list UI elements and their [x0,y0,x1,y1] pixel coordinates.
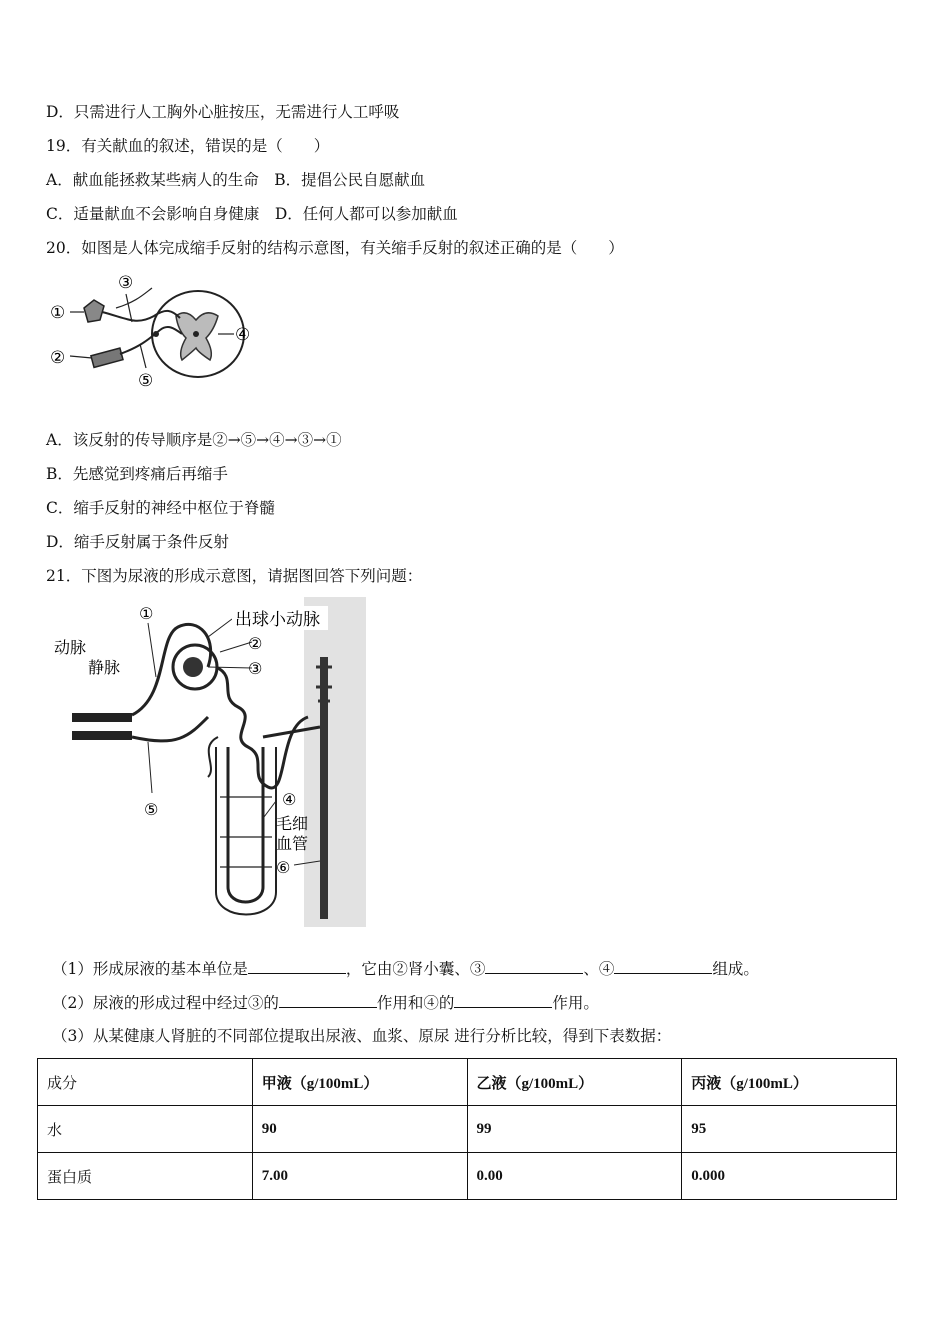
vein-label: 静脉 [88,658,121,677]
q21-part2: （2）尿液的形成过程中经过③的 作用和④的 作用。 [52,994,599,1012]
table-cell: 蛋白质 [38,1153,253,1200]
table-cell: 95 [682,1106,897,1153]
collecting-duct [320,657,328,919]
composition-table [37,1058,897,1200]
capillary-label-line2: 血管 [276,834,309,853]
blank-2-1[interactable] [279,992,377,1008]
q20-option-b: B．先感觉到疼痛后再缩手 [46,465,228,483]
q19-stem: 19．有关献血的叙述，错误的是（ ） [46,137,330,155]
table-header-cell: 乙液（g/100mL） [467,1059,682,1106]
reflex-label-4: ④ [235,325,251,345]
q21-stem: 21．下图为尿液的形成示意图，请据图回答下列问题： [46,567,423,585]
table-header-cell: 成分 [38,1059,253,1106]
glomerulus [183,657,203,677]
table-row [38,1106,897,1153]
blank-1-2[interactable] [485,958,583,974]
q18-option-d: D．只需进行人工胸外心脏按压，无需进行人工呼吸 [46,103,400,121]
reflex-label-3: ③ [118,273,134,293]
table-row [38,1153,897,1200]
reflex-label-1: ① [50,303,66,323]
receptor [91,348,123,367]
blank-1-3[interactable] [614,958,712,974]
q19-options-row1: A．献血能拯救某些病人的生命 B．提倡公民自愿献血 [46,171,426,189]
nephron-label-3: ③ [248,659,263,678]
reflex-arc-figure [46,268,266,398]
reflex-label-5: ⑤ [138,371,154,391]
table-header-cell: 甲液（g/100mL） [252,1059,467,1106]
afferent-nerve [120,327,182,354]
q20-stem: 20．如图是人体完成缩手反射的结构示意图，有关缩手反射的叙述正确的是（ ） [46,239,624,257]
capillary-label-line1: 毛细 [276,814,309,833]
nephron-label-6: ⑥ [276,858,291,877]
artery-tube [72,713,132,722]
blank-2-2[interactable] [454,992,552,1008]
nephron-label-4: ④ [282,790,297,809]
nephron-figure [48,597,368,927]
nephron-label-2: ② [248,634,263,653]
table-cell: 99 [467,1106,682,1153]
efferent-nerve [102,311,180,321]
table-cell: 90 [252,1106,467,1153]
q21-part1: （1）形成尿液的基本单位是 ，它由②肾小囊、③ 、④ 组成。 [52,960,759,978]
table-cell: 0.000 [682,1153,897,1200]
table-header-cell: 丙液（g/100mL） [682,1059,897,1106]
q21-part3: （3）从某健康人肾脏的不同部位提取出尿液、血浆、原尿 进行分析比较，得到下表数据： [52,1027,672,1045]
reflex-label-2: ② [50,348,66,368]
table-header-row [38,1059,897,1106]
efferent-arteriole-label: 出球小动脉 [235,610,320,630]
nephron-label-5: ⑤ [144,800,159,819]
table-cell: 水 [38,1106,253,1153]
artery-label: 动脉 [54,638,87,657]
q20-option-a: A．该反射的传导顺序是②→⑤→④→③→① [46,431,342,449]
vein-tube [72,731,132,740]
table-cell: 7.00 [252,1153,467,1200]
q20-option-c: C．缩手反射的神经中枢位于脊髓 [46,499,275,517]
effector-muscle [84,300,104,322]
table-cell: 0.00 [467,1153,682,1200]
q20-option-d: D．缩手反射属于条件反射 [46,533,229,551]
q19-options-row2: C．适量献血不会影响自身健康 D．任何人都可以参加献血 [46,205,458,223]
nephron-label-1: ① [139,604,154,623]
blank-1-1[interactable] [248,958,346,974]
